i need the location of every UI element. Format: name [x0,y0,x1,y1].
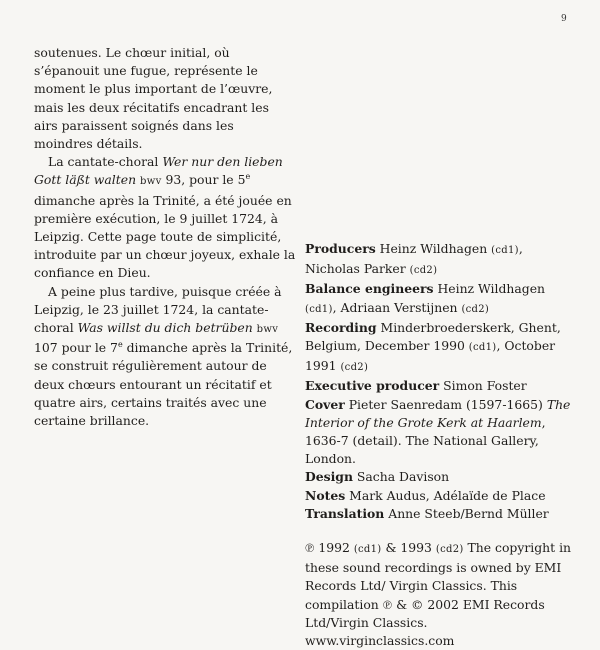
text: Simon Foster [439,378,527,394]
french-notes-column [34,44,296,430]
credit-label: Cover [305,396,345,412]
credit-label: Design [305,469,353,485]
text: , Nicholas Parker [305,241,523,277]
cantata-title-bwv107: Was willst du dich betrüben [77,320,253,336]
credit-translation [305,505,580,523]
credit-label: Notes [305,487,346,503]
text: A peine plus tardive, puisque créée à Leipzig, le 23 juillet 1724, la cantate-choral [34,283,282,336]
text: Heinz Wildhagen [375,241,492,256]
text: Anne Steeb/Bernd Müller [384,505,549,521]
paragraph-3 [34,283,296,431]
text: Heinz Wildhagen [433,281,546,297]
cd-label: (cd2) [435,544,464,556]
text: , Adriaan Verstijnen [332,299,462,315]
credit-label: Producers [305,241,376,256]
text: The copyright in these sound recordings is owned by EMI Records Ltd/ Virgin Classics. This compilation ℗ & © 2002 EMI Records Ltd/Virgin Classics. www.virginclassics.com [305,540,572,649]
credit-notes [305,487,580,505]
page-number: 9 [561,14,567,24]
cd-label: (cd1) [305,303,333,315]
text: 93, pour le 5 [161,172,246,188]
cantata-title-bwv93: Wer nur den lieben Gott läßt walten [34,154,283,188]
text: ℗ 1992 [305,540,354,556]
text: Mark Audus, Adélaïde de Place [345,487,546,503]
credit-label: Translation [305,505,385,521]
text: Pieter Saenredam (1597-1665) [344,396,547,412]
text: dimanche après la Trinité, se construit régulièrement autour de deux chœurs entourant un récitatif et quatre airs, certains traités avec une certaine brillance. [34,340,293,429]
credit-label: Balance engineers [305,281,434,297]
superscript: e [117,340,123,350]
cd-label: (cd2) [340,362,369,374]
credit-executive-producer [305,377,580,395]
text: Minderbroederskerk, Ghent, Belgium, December 1990 [305,319,561,354]
paragraph-2 [34,153,296,282]
credit-label: Executive producer [305,378,440,394]
text: , 1636-7 (detail). The National Gallery, London. [305,414,546,467]
credit-design [305,468,580,486]
text: 107 pour le 7 [34,340,118,356]
credit-balance-engineers [305,280,580,318]
bwv-label: bwv [140,176,162,188]
credit-cover [305,396,580,469]
cd-label: (cd1) [353,544,382,556]
text: Sacha Davison [352,469,450,485]
cd-label: (cd2) [409,265,438,277]
text: La cantate-choral [48,154,163,170]
text: , October 1991 [305,338,556,374]
bwv-label: bwv [256,324,279,336]
credit-recording [305,319,580,378]
paragraph-1: soutenues. Le chœur initial, où s’épanouit une fugue, représente le moment le plus important de l’œuvre, mais les deux récitatifs encadrant les airs paraissent soignés dans les moindres détails. [34,45,273,152]
painting-title: The Interior of the Grote Kerk at Haarlem [305,396,571,430]
credit-label: Recording [305,319,377,335]
cd-label: (cd1) [491,245,519,256]
superscript: e [245,172,251,182]
text: & 1993 [381,540,436,556]
credit-producers [305,240,580,280]
cd-label: (cd2) [461,303,490,315]
text: dimanche après la Trinité, a été jouée en première exécution, le 9 juillet 1724, à Leipzig. Cette page toute de simplicité, introduite par un chœur joyeux, exhale la confiance en Dieu. [34,192,296,281]
cd-label: (cd1) [468,342,497,354]
credits-column [305,240,580,650]
